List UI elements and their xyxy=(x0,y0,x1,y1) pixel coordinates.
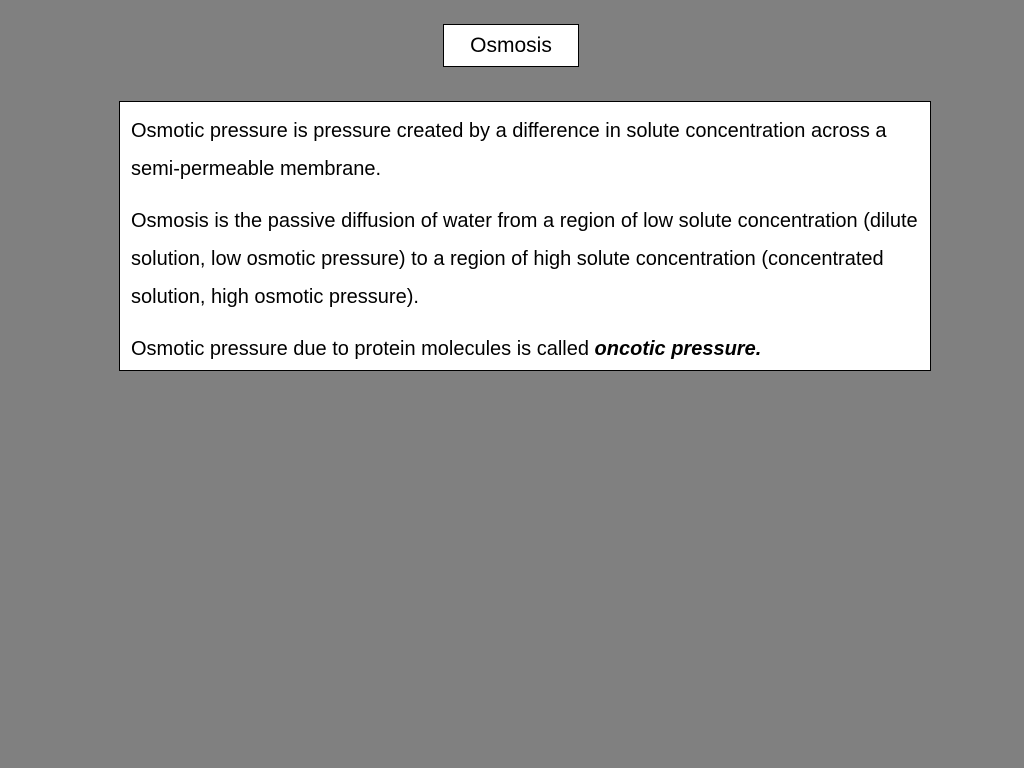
slide-title xyxy=(443,24,579,67)
content-box xyxy=(119,101,931,371)
oncotic-pressure-term: oncotic pressure. xyxy=(594,338,762,360)
paragraph-osmotic-pressure-definition: Osmotic pressure is pressure created by a difference in solute concentration across a semi-permeable membrane. xyxy=(131,120,887,180)
paragraph-osmosis-definition: Osmosis is the passive diffusion of water from a region of low solute concentration (dilute solution, low osmotic pressure) to a region of high solute concentration (concentrated solution, high osmotic pressure). xyxy=(131,210,918,308)
paragraph-oncotic-pressure xyxy=(131,330,920,368)
oncotic-pressure-text: Osmotic pressure due to protein molecules is called xyxy=(131,338,595,360)
slide-title-text: Osmosis xyxy=(470,33,552,57)
